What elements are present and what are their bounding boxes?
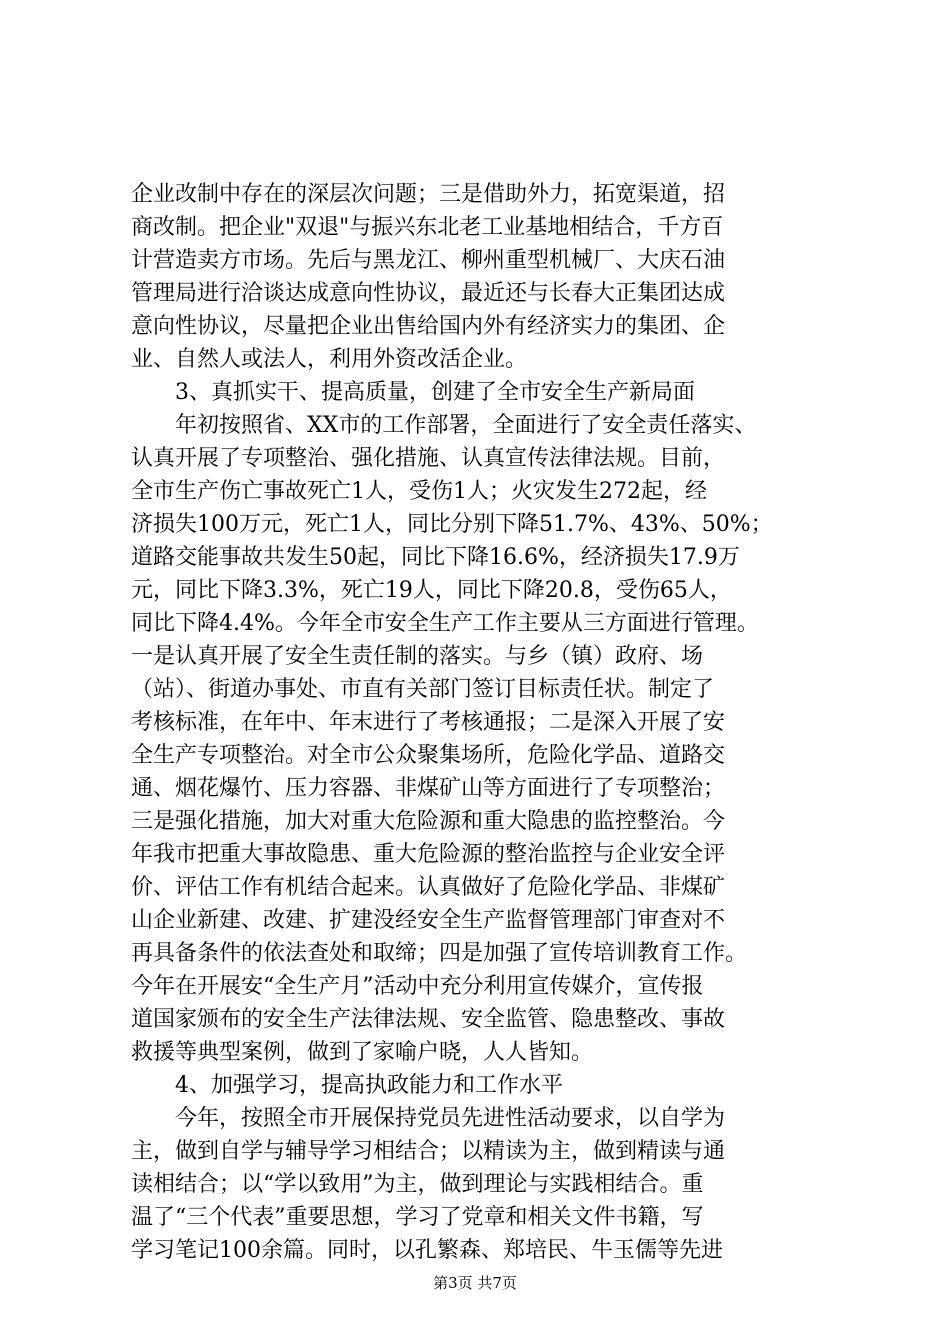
text-line: 今年，按照全市开展保持党员先进性活动要求，以自学为 bbox=[131, 1106, 726, 1131]
text-line: 考核标准，在年中、年末进行了考核通报；二是深入开展了安 bbox=[131, 710, 726, 735]
text-line: 同比下降4.4%。今年全市安全生产工作主要从三方面进行管理。 bbox=[131, 611, 759, 636]
text-line: 今年在开展安“全生产月”活动中充分利用宣传媒介，宣传报 bbox=[131, 974, 704, 999]
text-line: 全生产专项整治。对全市公众聚集场所，危险化学品、道路交 bbox=[131, 743, 726, 768]
text-line: 温了“三个代表”重要思想，学习了党章和相关文件书籍，写 bbox=[131, 1205, 704, 1230]
text-line: 主，做到自学与辅导学习相结合；以精读为主，做到精读与通 bbox=[131, 1139, 726, 1164]
text-line: 三是强化措施，加大对重大危险源和重大隐患的监控整治。今 bbox=[131, 809, 726, 834]
page-number-footer: 第3页 共7页 bbox=[433, 1274, 517, 1292]
text-line: 山企业新建、改建、扩建没经安全生产监督管理部门审查对不 bbox=[131, 908, 726, 933]
text-line: 读相结合；以“学以致用”为主，做到理论与实践相结合。重 bbox=[131, 1172, 704, 1197]
text-line: 管理局进行洽谈达成意向性协议，最近还与长春大正集团达成 bbox=[131, 281, 726, 306]
text-line: 元，同比下降3.3%，死亡19人，同比下降20.8，受伤65人， bbox=[131, 578, 732, 603]
text-line: 通、烟花爆竹、压力容器、非煤矿山等方面进行了专项整治； bbox=[131, 776, 726, 801]
text-line: 计营造卖方市场。先后与黑龙江、柳州重型机械厂、大庆石油 bbox=[131, 248, 726, 273]
text-line: 道路交能事故共发生50起，同比下降16.6%，经济损失17.9万 bbox=[131, 545, 740, 570]
section-heading: 4、加强学习，提高执政能力和工作水平 bbox=[131, 1073, 563, 1098]
text-line: 济损失100万元，死亡1人，同比分别下降51.7%、43%、50%； bbox=[131, 512, 773, 537]
text-line: 再具备条件的依法查处和取缔；四是加强了宣传培训教育工作。 bbox=[131, 941, 748, 966]
text-line: （站）、街道办事处、市直有关部门签订目标责任状。制定了 bbox=[131, 677, 715, 702]
text-line: 价、评估工作有机结合起来。认真做好了危险化学品、非煤矿 bbox=[131, 875, 726, 900]
text-line: 认真开展了专项整治、强化措施、认真宣传法律法规。目前， bbox=[131, 446, 726, 471]
text-line: 年我市把重大事故隐患、重大危险源的整治监控与企业安全评 bbox=[131, 842, 726, 867]
body-text bbox=[131, 178, 831, 1267]
text-line: 业、自然人或法人，利用外资改活企业。 bbox=[131, 347, 528, 372]
text-line: 一是认真开展了安全生责任制的落实。与乡（镇）政府、场 bbox=[131, 644, 704, 669]
text-line: 年初按照省、XX市的工作部署，全面进行了安全责任落实、 bbox=[131, 413, 757, 438]
text-line: 企业改制中存在的深层次问题；三是借助外力，拓宽渠道，招 bbox=[131, 182, 726, 207]
text-line: 学习笔记100余篇。同时，以孔繁森、郑培民、牛玉儒等先进 bbox=[131, 1238, 723, 1263]
text-line: 全市生产伤亡事故死亡1人，受伤1人；火灾发生272起，经 bbox=[131, 479, 707, 504]
text-line: 道国家颁布的安全生产法律法规、安全监管、隐患整改、事故 bbox=[131, 1007, 726, 1032]
text-line: 意向性协议，尽量把企业出售给国内外有经济实力的集团、企 bbox=[131, 314, 726, 339]
text-line: 救援等典型案例，做到了家喻户晓，人人皆知。 bbox=[131, 1040, 594, 1065]
text-line: 商改制。把企业"双退"与振兴东北老工业基地相结合，千方百 bbox=[131, 215, 724, 240]
section-heading: 3、真抓实干、提高质量，创建了全市安全生产新局面 bbox=[131, 380, 695, 405]
